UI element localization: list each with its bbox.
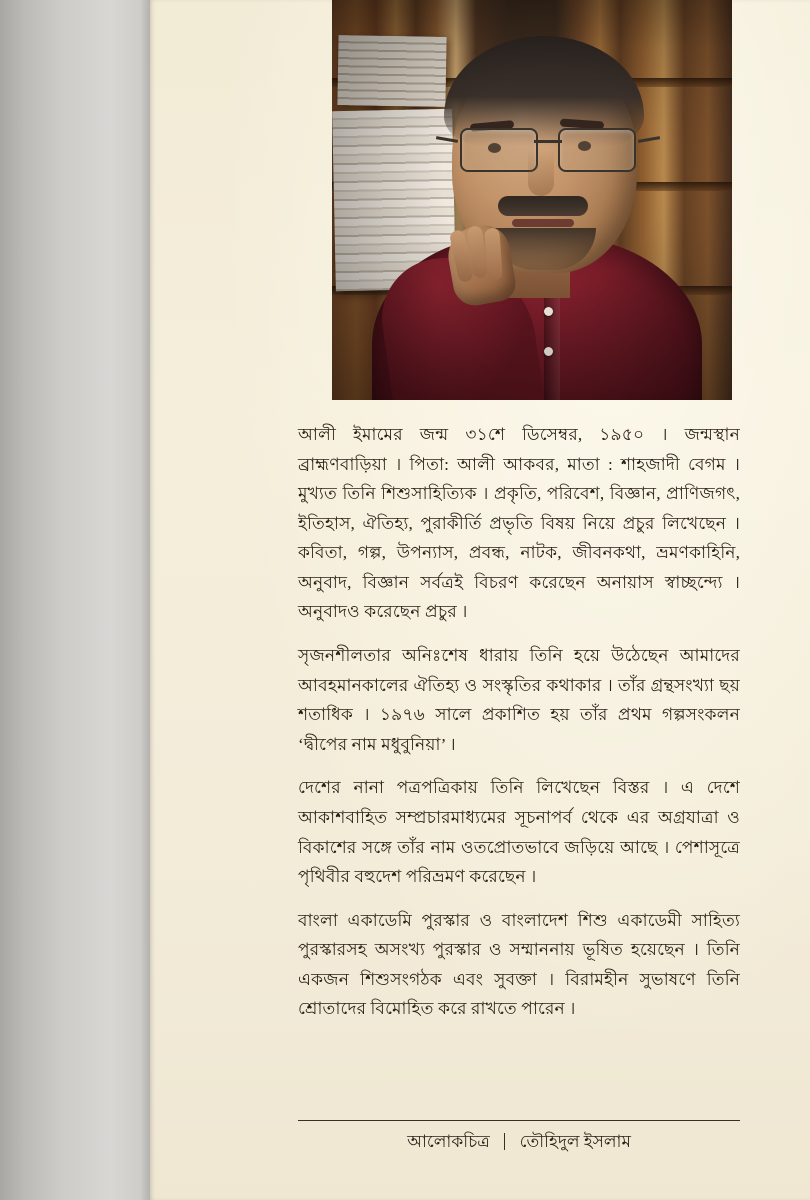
biography-paragraph-3: দেশের নানা পত্রপত্রিকায় তিনি লিখেছেন বিস্তর । এ দেশে আকাশবাহিত সম্প্রচারমাধ্যমের সূচনাপর্ব থেকে এর অগ্রযাত্রা ও বিকাশের সঙ্গে তাঁর নাম ওতপ্রোতভাবে জড়িয়ে আছে । পেশাসূত্রে পৃথিবীর বহুদেশ পরিভ্রমণ করেছেন । xyxy=(298,778,740,887)
author-biography xyxy=(298,420,740,1038)
biography-paragraph-4: বাংলা একাডেমি পুরস্কার ও বাংলাদেশ শিশু একাডেমী সাহিত্য পুরস্কারসহ অসংখ্য পুরস্কার ও সম্মাননায় ভূষিত হয়েছেন । তিনি একজন শিশুসংগঠক এবং সুবক্তা । বিরামহীন সুভাষণে তিনি শ্রোতাদের বিমোহিত করে রাখতে পারেন । xyxy=(298,910,740,1019)
biography-paragraph-1: আলী ইমামের জন্ম ৩১শে ডিসেম্বর, ১৯৫০ । জন্মস্থান ব্রাহ্মণবাড়িয়া । পিতা: আলী আকবর, মাতা : শাহজাদী বেগম । মুখ্যত তিনি শিশুসাহিত্যিক । প্রকৃতি, পরিবেশ, বিজ্ঞান, প্রাণিজগৎ, ইতিহাস, ঐতিহ্য, পুরাকীর্তি প্রভৃতি বিষয় নিয়ে প্রচুর লিখেছেন । কবিতা, গল্প, উপন্যাস, প্রবন্ধ, নাটক, জীবনকথা, ভ্রমণকাহিনি, অনুবাদ, বিজ্ঞান সর্বত্রই বিচরণ করেছেন অনায়াস স্বাচ্ছন্দ্যে । অনুবাদও করেছেন প্রচুর । xyxy=(298,425,740,622)
photo-credit xyxy=(298,1120,740,1157)
scanner-margin xyxy=(0,0,150,1200)
author-portrait-photo xyxy=(332,0,732,400)
biography-paragraph-2: সৃজনশীলতার অনিঃশেষ ধারায় তিনি হয়ে উঠেছেন আমাদের আবহমানকালের ঐতিহ্য ও সংস্কৃতির কথাকার । তাঁর গ্রন্থসংখ্যা ছয় শতাধিক । ১৯৭৬ সালে প্রকাশিত হয় তাঁর প্রথম গল্পসংকলন ‘দ্বীপের নাম মধুবুনিয়া’ । xyxy=(298,646,740,754)
book-back-cover xyxy=(150,0,810,1200)
photo-credit-label: আলোকচিত্র xyxy=(407,1132,490,1151)
photo-vignette xyxy=(332,0,732,400)
photo-credit-value: তৌহিদুল ইসলাম xyxy=(519,1132,631,1151)
credit-separator xyxy=(504,1133,505,1150)
